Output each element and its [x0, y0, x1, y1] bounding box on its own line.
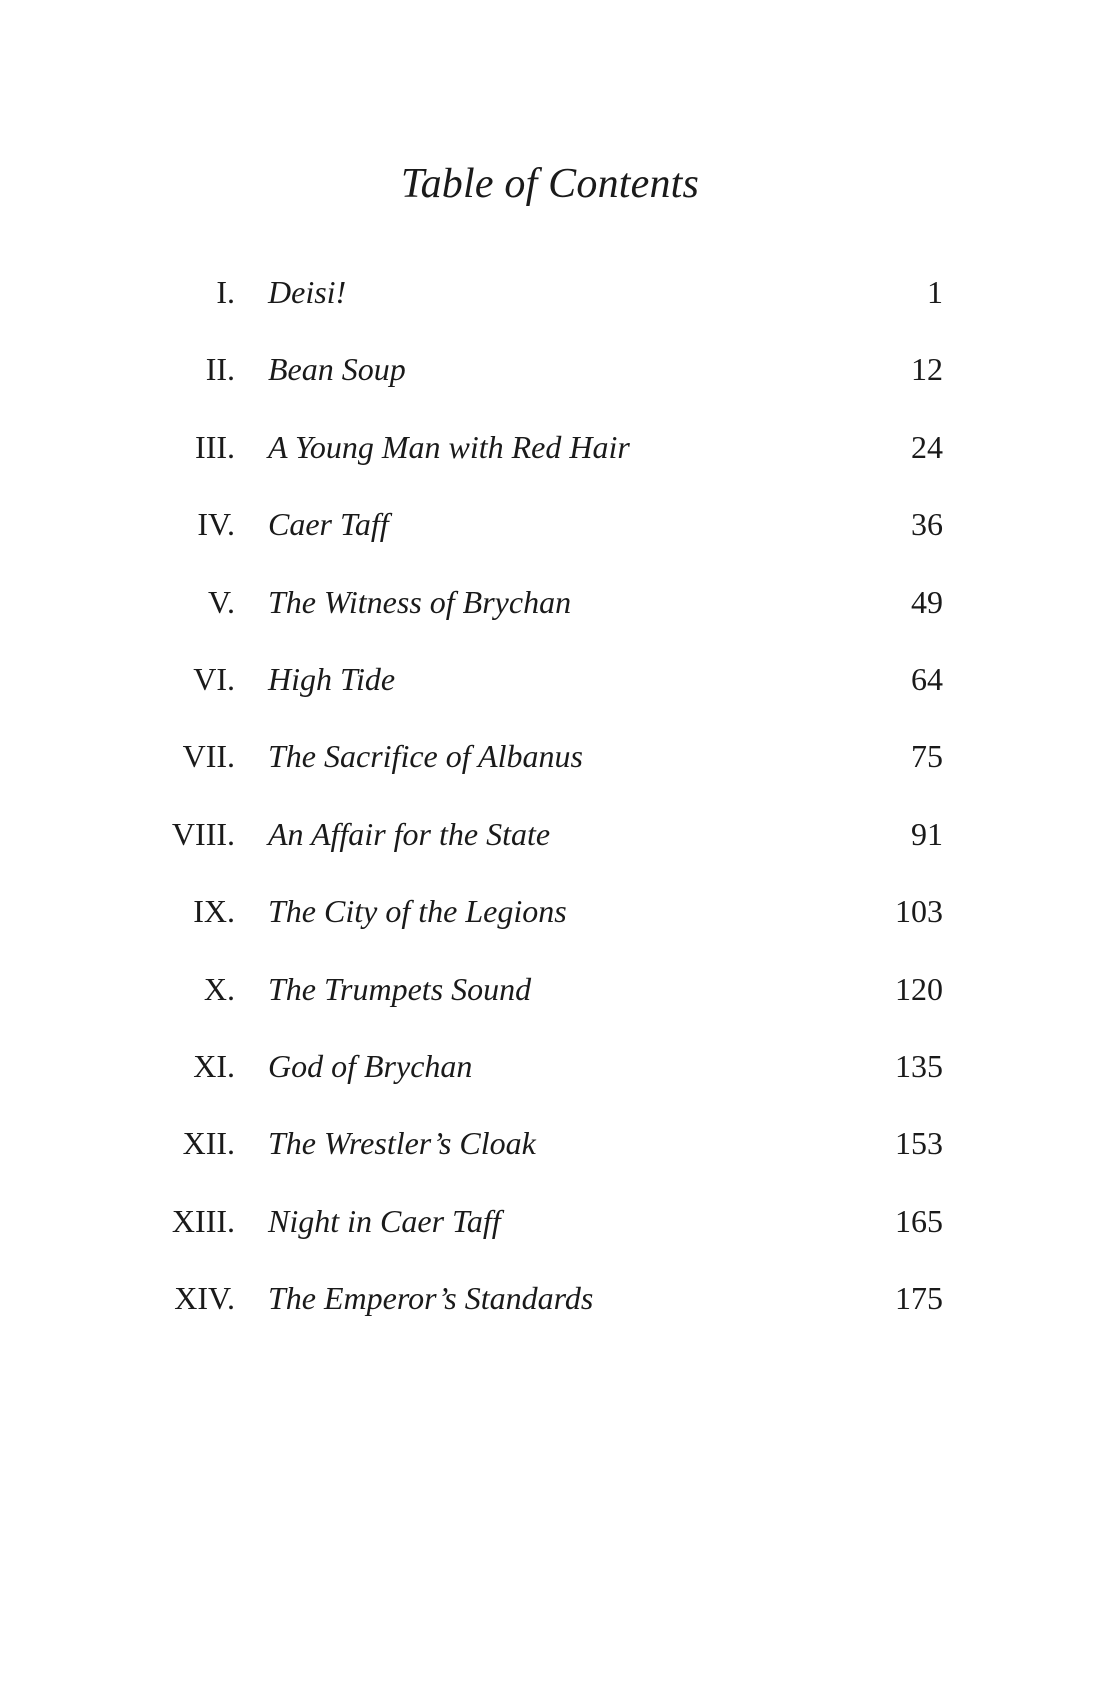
chapter-numeral: II.: [205, 351, 235, 388]
table-of-contents: [0, 270, 1100, 1353]
chapter-numeral: VII.: [182, 738, 235, 775]
chapter-numeral: XIII.: [171, 1202, 235, 1239]
chapter-page-number: 135: [895, 1047, 943, 1084]
toc-entry: [0, 734, 1100, 811]
chapter-title: The Witness of Brychan: [268, 583, 572, 620]
toc-entry: [0, 889, 1100, 966]
chapter-numeral: V.: [208, 583, 235, 620]
chapter-title: The Emperor’s Standards: [268, 1280, 594, 1317]
chapter-numeral: VI.: [193, 660, 235, 697]
toc-entry: [0, 967, 1100, 1044]
chapter-title: An Affair for the State: [268, 815, 551, 852]
toc-entry: [0, 502, 1100, 579]
toc-entry: [0, 425, 1100, 502]
chapter-numeral: IX.: [193, 893, 235, 930]
chapter-title: High Tide: [268, 660, 396, 697]
toc-entry: [0, 347, 1100, 424]
chapter-title: God of Brychan: [268, 1047, 473, 1084]
toc-entry: [0, 580, 1100, 657]
chapter-numeral: XII.: [182, 1125, 235, 1162]
chapter-page-number: 64: [911, 660, 943, 697]
chapter-page-number: 75: [911, 738, 943, 775]
chapter-numeral: XI.: [193, 1047, 235, 1084]
chapter-title: The City of the Legions: [268, 893, 567, 930]
chapter-numeral: IV.: [197, 506, 235, 543]
chapter-page-number: 91: [911, 815, 943, 852]
chapter-numeral: III.: [195, 428, 235, 465]
chapter-page-number: 175: [895, 1280, 943, 1317]
chapter-numeral: VIII.: [171, 815, 235, 852]
chapter-title: Night in Caer Taff: [268, 1202, 501, 1239]
chapter-page-number: 1: [927, 274, 943, 310]
chapter-page-number: 120: [895, 970, 943, 1007]
chapter-title: Bean Soup: [268, 351, 406, 388]
toc-entry: [0, 1121, 1100, 1198]
chapter-page-number: 36: [911, 506, 943, 543]
chapter-title: Caer Taff: [268, 506, 389, 543]
chapter-title: The Wrestler’s Cloak: [268, 1125, 536, 1162]
chapter-page-number: 165: [895, 1202, 943, 1239]
toc-entry: [0, 1044, 1100, 1121]
page-title: Table of Contents: [400, 161, 700, 207]
chapter-numeral: XIV.: [174, 1280, 235, 1317]
chapter-numeral: I.: [216, 274, 235, 310]
chapter-title: The Sacrifice of Albanus: [268, 738, 583, 775]
chapter-page-number: 49: [911, 583, 943, 620]
chapter-page-number: 12: [911, 351, 943, 388]
toc-entry: [0, 1276, 1100, 1353]
chapter-page-number: 103: [895, 893, 943, 930]
chapter-page-number: 153: [895, 1125, 943, 1162]
toc-entry: [0, 657, 1100, 734]
toc-entry: [0, 1199, 1100, 1276]
chapter-title: Deisi!: [268, 274, 347, 310]
chapter-page-number: 24: [911, 428, 943, 465]
toc-entry: [0, 270, 1100, 347]
chapter-title: The Trumpets Sound: [268, 970, 532, 1007]
chapter-title: A Young Man with Red Hair: [268, 428, 630, 465]
chapter-numeral: X.: [203, 970, 235, 1007]
toc-entry: [0, 812, 1100, 889]
